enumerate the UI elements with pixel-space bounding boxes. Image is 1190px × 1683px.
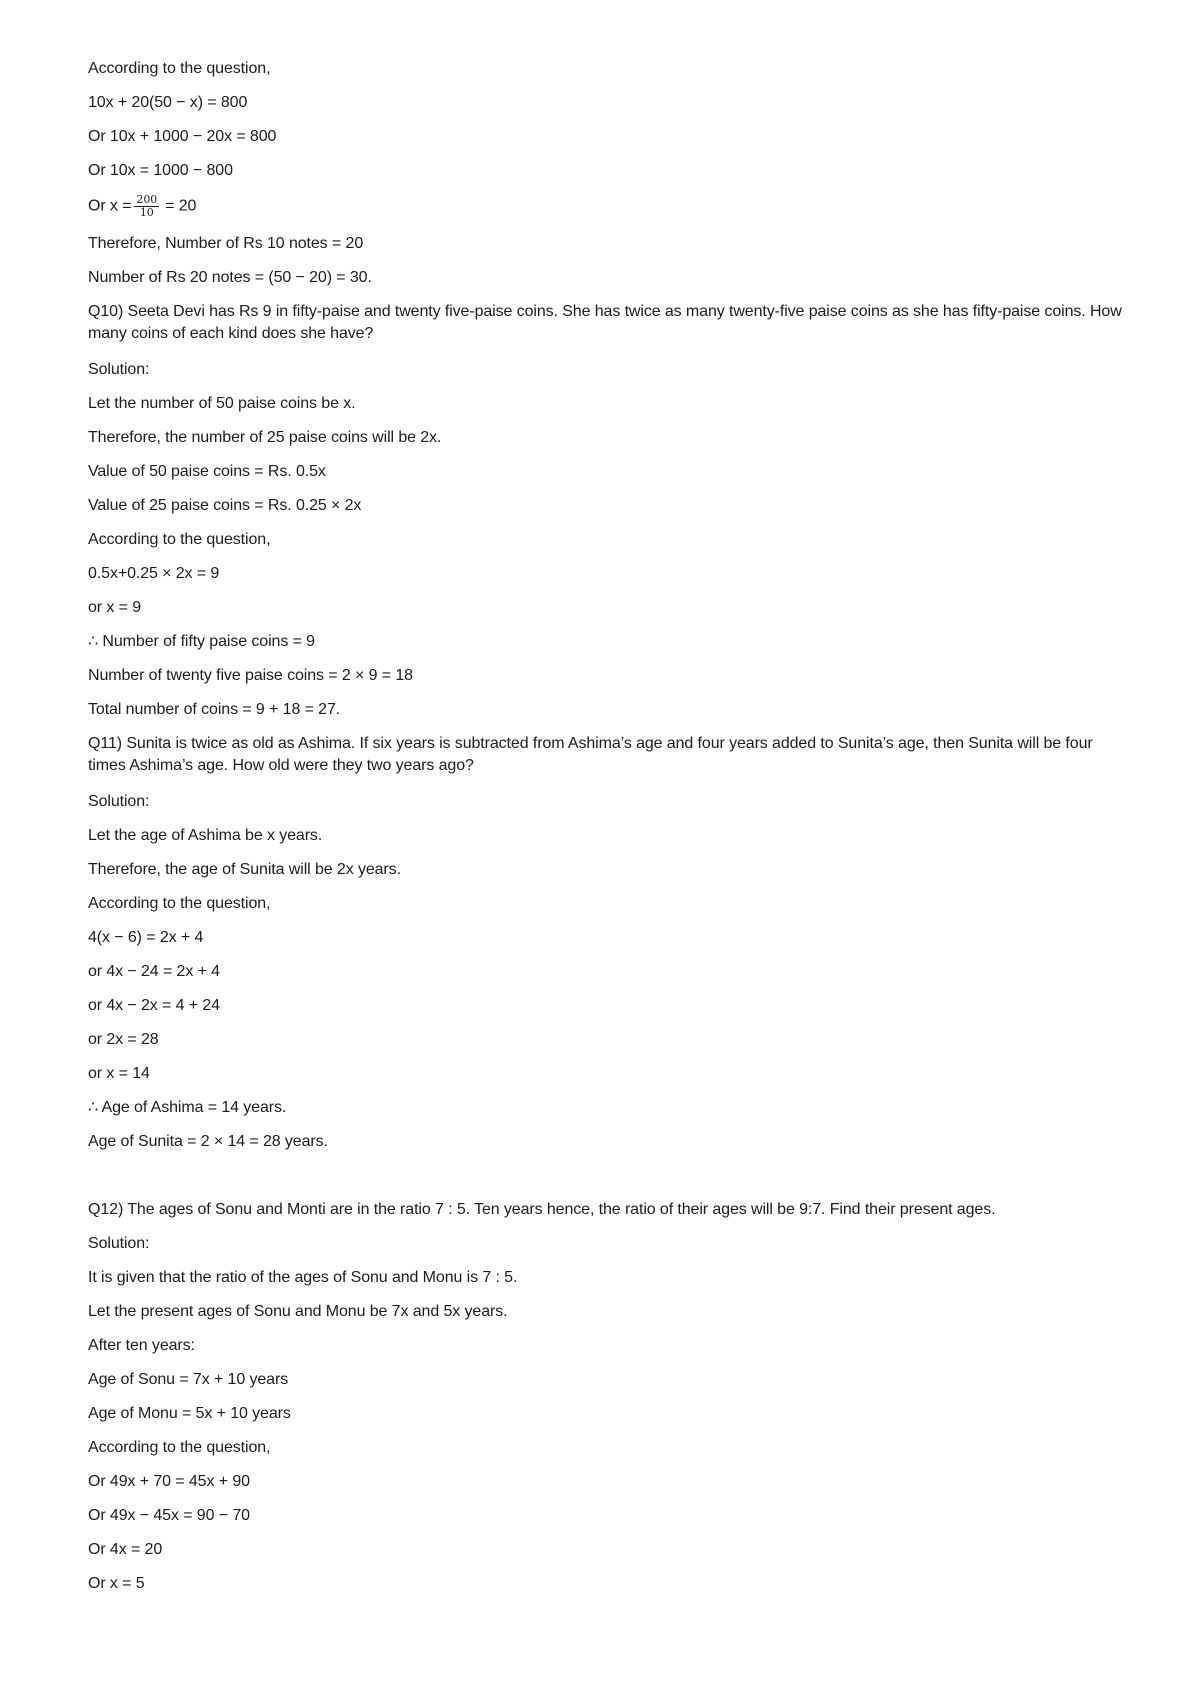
equation-line: or x = 9: [88, 599, 142, 616]
fraction: [134, 194, 159, 219]
fraction-equation-line: [88, 194, 196, 219]
text-line: ∴ Age of Ashima = 14 years.: [88, 1099, 287, 1116]
solution-heading: Solution:: [88, 793, 150, 810]
text-line: Therefore, Number of Rs 10 notes = 20: [88, 235, 364, 252]
solution-heading: Solution:: [88, 1235, 150, 1252]
text-line: Therefore, the number of 25 paise coins will be 2x.: [88, 429, 442, 446]
equation-suffix: = 20: [165, 197, 197, 215]
equation-line: 4(x − 6) = 2x + 4: [88, 929, 204, 946]
text-line: It is given that the ratio of the ages of Sonu and Monu is 7 : 5.: [88, 1269, 518, 1286]
text-line: Age of Sonu = 7x + 10 years: [88, 1371, 289, 1388]
equation-line: Or 10x = 1000 − 800: [88, 162, 233, 179]
text-line: According to the question,: [88, 531, 271, 548]
text-line: Therefore, the age of Sunita will be 2x years.: [88, 861, 401, 878]
equation-line: Or 4x = 20: [88, 1541, 163, 1558]
equation-line: Or x = 5: [88, 1575, 145, 1592]
text-line: Value of 50 paise coins = Rs. 0.5x: [88, 463, 326, 480]
equation-prefix: Or x =: [88, 197, 132, 215]
text-line: According to the question,: [88, 895, 271, 912]
text-line: ∴ Number of fifty paise coins = 9: [88, 633, 315, 650]
text-line: Total number of coins = 9 + 18 = 27.: [88, 701, 341, 718]
equation-line: or 2x = 28: [88, 1031, 159, 1048]
equation-line: Or 49x − 45x = 90 − 70: [88, 1507, 250, 1524]
question-q10: Q10) Seeta Devi has Rs 9 in fifty-paise and twenty five-paise coins. She has twice as many twenty-five paise coins as she has fifty-paise coins. How many coins of each kind does she have?: [88, 303, 1122, 342]
equation-line: or 4x − 2x = 4 + 24: [88, 997, 220, 1014]
equation-line: 0.5x+0.25 × 2x = 9: [88, 565, 220, 582]
text-line: Let the present ages of Sonu and Monu be 7x and 5x years.: [88, 1303, 508, 1320]
solution-heading: Solution:: [88, 361, 150, 378]
text-line: Age of Monu = 5x + 10 years: [88, 1405, 291, 1422]
fraction-denominator: 10: [139, 206, 154, 219]
equation-line: or x = 14: [88, 1065, 150, 1082]
equation-line: or 4x − 24 = 2x + 4: [88, 963, 220, 980]
question-q11: Q11) Sunita is twice as old as Ashima. If six years is subtracted from Ashima’s age and four years added to Sunita’s age, then Sunita will be four times Ashima’s age. How old were they two years ago?: [88, 735, 1093, 774]
text-line: Number of twenty five paise coins = 2 × 9 = 18: [88, 667, 413, 684]
text-line: Number of Rs 20 notes = (50 − 20) = 30.: [88, 269, 372, 286]
text-line: According to the question,: [88, 1439, 271, 1456]
equation-line: Or 49x + 70 = 45x + 90: [88, 1473, 250, 1490]
text-line: Let the number of 50 paise coins be x.: [88, 395, 356, 412]
text-line: Age of Sunita = 2 × 14 = 28 years.: [88, 1133, 328, 1150]
fraction-numerator: 200: [136, 193, 158, 206]
equation-line: Or 10x + 1000 − 20x = 800: [88, 128, 277, 145]
text-line: According to the question,: [88, 60, 271, 77]
question-q12: Q12) The ages of Sonu and Monti are in the ratio 7 : 5. Ten years hence, the ratio of their ages will be 9:7. Find their present ages.: [88, 1201, 996, 1218]
text-line: Let the age of Ashima be x years.: [88, 827, 323, 844]
equation-line: 10x + 20(50 − x) = 800: [88, 94, 248, 111]
text-line: Value of 25 paise coins = Rs. 0.25 × 2x: [88, 497, 362, 514]
text-line: After ten years:: [88, 1337, 195, 1354]
